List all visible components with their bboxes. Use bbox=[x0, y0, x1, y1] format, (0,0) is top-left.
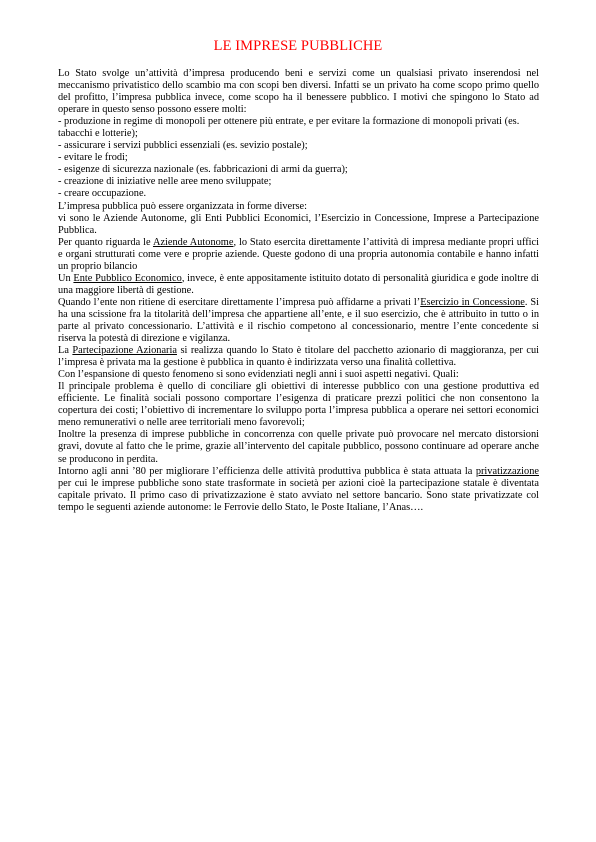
reason-item: - esigenze di sicurezza nazionale (es. fabbricazioni di armi da guerra); bbox=[58, 164, 348, 176]
concessione-before: Quando l’ente non ritiene di esercitare direttamente l’impresa può affidarne a privati l’ bbox=[58, 296, 421, 308]
document-title: LE IMPRESE PUBBLICHE bbox=[213, 38, 383, 54]
ente-before: Un bbox=[58, 272, 74, 284]
reason-item: - assicurare i servizi pubblici essenziali (es. sevizio postale); bbox=[58, 140, 308, 152]
partecipazione-term: Partecipazione Azionaria bbox=[72, 345, 177, 357]
concessione-after: . Si ha una scissione fra la titolarità dell’impresa che appartiene all’ente, e il suo esercizio, che è attribuito in tutto o in parte al privato concessionario. L’attività e il rischio competono al concessionario, mentre l’ente concedente si riserva la potestà di direzione e vigilanza. bbox=[58, 296, 540, 345]
privatizzazione-paragraph bbox=[58, 466, 539, 514]
partecipazione-before: La bbox=[58, 345, 73, 357]
concessione-paragraph bbox=[58, 297, 539, 345]
aziende-term: Aziende Autonome bbox=[152, 236, 234, 248]
privatizzazione-before: Intorno agli anni ’80 per migliorare l’efficienza delle attività produttiva pubblica è stata attuata la bbox=[58, 465, 476, 477]
forms-list: vi sono le Aziende Autonome, gli Enti Pubblici Economici, l’Esercizio in Concessione, Imprese a Partecipazione Pubblica. bbox=[58, 212, 539, 236]
privatizzazione-term: privatizzazione bbox=[475, 465, 539, 477]
reason-item: - evitare le frodi; bbox=[58, 152, 128, 164]
aziende-paragraph bbox=[58, 237, 539, 273]
ente-after: , invece, è ente appositamente istituito dotato di personalità giuridica e gode inoltre di una maggiore libertà di gestione. bbox=[58, 272, 539, 296]
ente-term: Ente Pubblico Economico bbox=[73, 272, 182, 284]
competition-paragraph: Inoltre la presenza di imprese pubbliche in concorrenza con quelle private può provocare nel mercato distorsioni gravi, dovute al fatto che le prime, grazie all’intervento del capitale pubblico, possono continuare ad operare anche se producono in perdita. bbox=[58, 429, 539, 465]
aziende-before: Per quanto riguarda le bbox=[58, 236, 153, 248]
privatizzazione-after: per cui le imprese pubbliche sono state trasformate in società per azioni cioè la partecipazione statale è diventata capitale privato. Il primo caso di privatizzazione è stato avviato nel settore bancario. Sono state privatizzate col tempo le seguenti aziende autonome: le Ferrovie dello Stato, le Poste Italiane, l’Anas…. bbox=[58, 477, 539, 513]
ente-paragraph bbox=[58, 273, 539, 297]
intro-paragraph: Lo Stato svolge un’attività d’impresa producendo beni e servizi come un qualsiasi privato inserendosi nel meccanismo privatistico dello scambio ma con scopi ben diversi. Infatti se un privato ha come scopo primo quello del profitto, l’impresa pubblica invece, come scopo ha il benessere pubblico. I motivi che spingono lo Stato ad operare in questo senso possono essere molti: bbox=[58, 68, 539, 116]
reason-item: - creazione di iniziative nelle aree meno sviluppate; bbox=[58, 176, 272, 188]
forms-intro: L’impresa pubblica può essere organizzata in forme diverse: bbox=[58, 200, 308, 212]
partecipazione-paragraph bbox=[58, 345, 539, 369]
expansion-paragraph: Con l’espansione di questo fenomeno si sono evidenziati negli anni i suoi aspetti negativi. Quali: bbox=[58, 369, 459, 381]
concessione-term: Esercizio in Concessione bbox=[420, 296, 525, 308]
partecipazione-after: si realizza quando lo Stato è titolare del pacchetto azionario di maggioranza, per cui l’impresa è privata ma la gestione è pubblica in quanto è indirizzata verso una finalità collettiva. bbox=[58, 345, 539, 369]
reason-item: - creare occupazione. bbox=[58, 188, 147, 200]
aziende-after: , lo Stato esercita direttamente l’attività di impresa mediante propri uffici e organi strutturati come vere e proprie aziende. Queste godono di una propria autonomia contabile e hanno infatti un proprio bilancio bbox=[58, 236, 540, 272]
reason-item: - produzione in regime di monopoli per ottenere più entrate, e per evitare la formazione di monopoli privati (es. tabacchi e lotterie); bbox=[58, 116, 520, 140]
problem-paragraph: Il principale problema è quello di conciliare gli obiettivi di interesse pubblico con una gestione produttiva ed efficiente. Le finalità sociali possono comportare l’esigenza di praticare prezzi politici che non consentono la copertura dei costi; l’obiettivo di incrementare lo sviluppo porta l’impresa pubblica a operare nei settori economici meno remunerativi o nelle aree territoriali meno favorevoli; bbox=[58, 381, 539, 429]
document-body bbox=[58, 68, 539, 514]
